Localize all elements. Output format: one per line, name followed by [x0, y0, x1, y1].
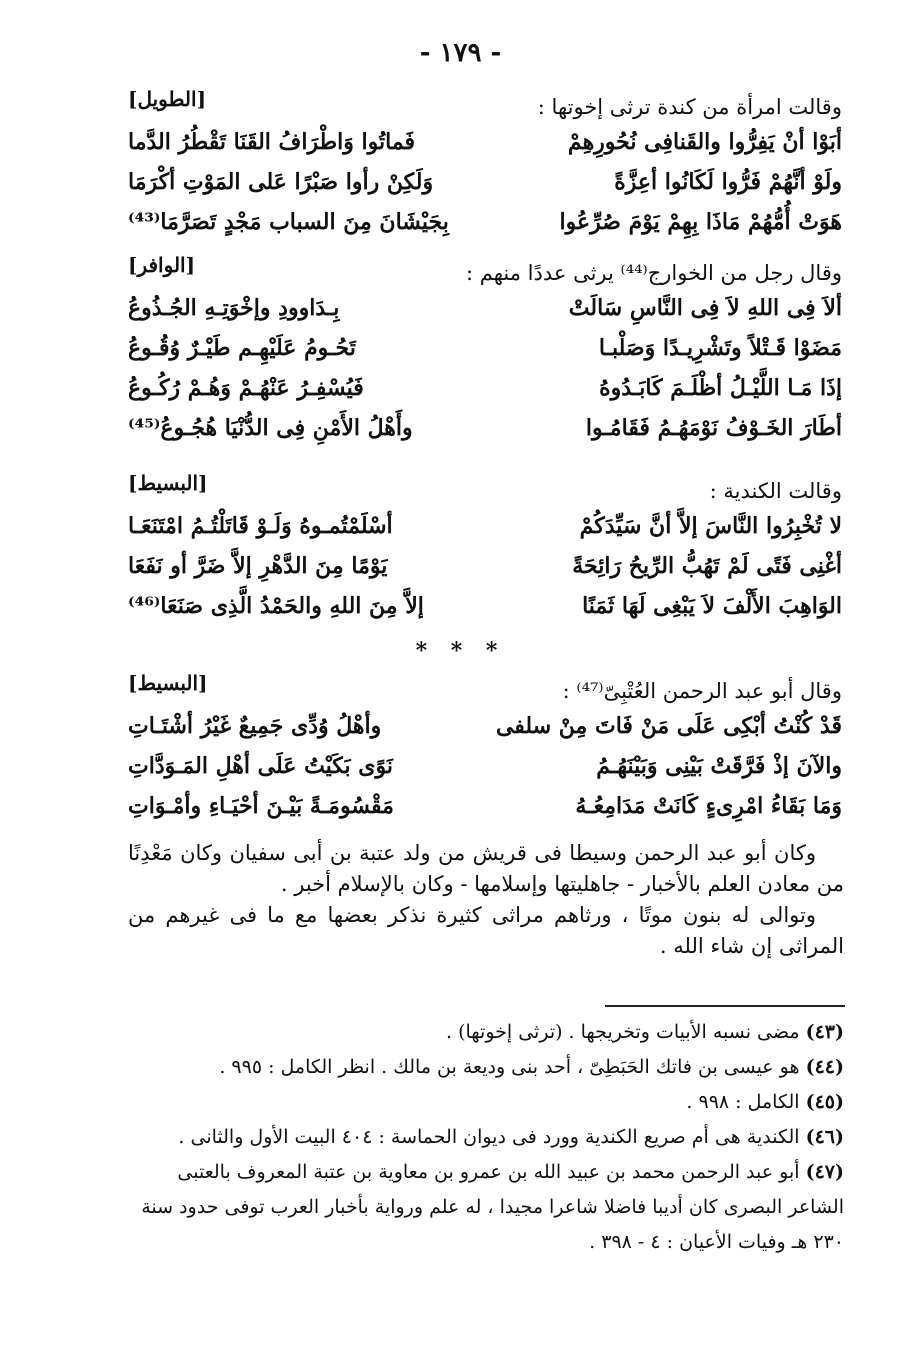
footnote-text: مضى نسبه الأبيات وتخريجها . (ترثى إخوتها) . [446, 1021, 800, 1043]
second-hemistich: بِجَيْشَانَ مِنَ السباب مَجْدٍ تَصَرَّمَا⁽⁴³⁾ [128, 209, 449, 235]
verse-line [128, 368, 842, 408]
second-hemistich: نَوًى بَكَيْتُ عَلَى أهْلِ المَـوَدَّاتِ [128, 753, 393, 779]
second-hemistich: بِـدَاوودِ وإخْوَتِـهِ الجُـذُوعُ [128, 295, 340, 321]
first-hemistich: الوَاهِبَ الأَلْفَ لاَ يَبْغِى لَهَا ثَمَنًا [582, 593, 842, 619]
verse-line [128, 786, 842, 826]
first-hemistich: إذَا مَـا اللَّيْـلُ أظْلَـمَ كَابَـدُوهُ [599, 375, 842, 401]
first-hemistich: ولَوْ أنَّهُمْ فَرُّوا لَكَانُوا أعِزَّةً [614, 169, 842, 195]
verse-line [128, 328, 842, 368]
verse-line [128, 706, 842, 746]
second-hemistich: فَيُسْفِـرُ عَنْهُـمْ وَهُـمْ رُكُـوعُ [128, 375, 364, 401]
section-divider: * * * [415, 638, 506, 664]
poem-intro-text: وقالت الكندية : [709, 479, 842, 503]
second-hemistich: وَلَكِنْ رأوا صَبْرًا عَلى المَوْتِ أكْرَمَا [128, 169, 434, 195]
prose-paragraph: وكان أبو عبد الرحمن وسيطا فى قريش من ولد عتبة بن أبى سفيان وكان مَعْدِنًا من معادن العلم بالأخبار - جاهليتها وإسلامها - وكان بالإسلام أخبر . [128, 841, 844, 896]
second-hemistich: وأهْلُ وُدِّى جَمِيعٌ غَيْرُ أشْتَـاتِ [128, 713, 382, 739]
verse-line [128, 408, 842, 448]
footnote [120, 1015, 844, 1050]
footnote-number: (٤٤) [805, 1056, 844, 1078]
first-hemistich: والآنَ إذْ فَرَّقَتْ بَيْنِى وَبَيْنَهُـمُ [596, 753, 842, 779]
verse-line [128, 586, 842, 626]
first-hemistich: لا تُخْبِرُوا النَّاسَ إلاَّ أنَّ سَيِّدَكُمْ [579, 513, 842, 539]
footnote [120, 1050, 844, 1085]
footnote-text: الكامل : ٩٩٨ . [686, 1091, 800, 1113]
verse-line [128, 506, 842, 546]
verse-line [128, 122, 842, 162]
poem-meter: [البسيط] [128, 671, 208, 695]
footnote [120, 1085, 844, 1120]
second-hemistich: أسْلَمْتُمـوهُ وَلَـوْ قَاتَلْتُـمُ امْتَنَعَـا [128, 513, 393, 539]
second-hemistich: تَحُـومُ عَلَيْهِـم طَيْـرٌ وُقُـوعُ [128, 335, 356, 361]
poem-intro [128, 671, 842, 706]
footnote-text: أبو عبد الرحمن محمد بن عبيد الله بن عمرو بن معاوية بن عتبة المعروف بالعتبى الشاعر البصرى كان أديبا فاضلا شاعرا مجيدا ، له علم ورواية بأخبار العرب توفى حدود سنة ٢٣٠ هـ وفيات الأعيان : ٤ - ٣٩٨ . [141, 1161, 844, 1253]
footnote-number: (٤٦) [805, 1126, 844, 1148]
prose-section [128, 838, 844, 962]
poem-block [128, 253, 842, 448]
verse-line [128, 746, 842, 786]
poem-meter: [الوافر] [128, 253, 196, 277]
second-hemistich: وأَهْلُ الأَمْنِ فِى الدُّنْيَا هُجُـوعُ⁽⁴⁵⁾ [128, 415, 413, 441]
first-hemistich: أغْنِى فَتًى لَمْ تَهُبُّ الرِّيحُ رَائِحَةً [572, 553, 842, 579]
poem-block [128, 671, 842, 826]
footnote [120, 1120, 844, 1155]
verse-line [128, 162, 842, 202]
poem-intro-text: وقال أبو عبد الرحمن العُتْبِىّ⁽⁴⁷⁾ : [562, 679, 842, 703]
verse-line [128, 546, 842, 586]
footnote-number: (٤٧) [805, 1161, 844, 1183]
footnote-number: (٤٣) [805, 1021, 844, 1043]
first-hemistich: وَمَا بَقَاءُ امْرِىءٍ كَانَتْ مَدَامِعُـهُ [575, 793, 842, 819]
footnote [120, 1155, 844, 1260]
poem-meter: [البسيط] [128, 471, 208, 495]
footnote-number: (٤٥) [805, 1091, 844, 1113]
poem-block [128, 87, 842, 242]
second-hemistich: إلاَّ مِنَ اللهِ والحَمْدُ الَّذِى صَنَعَا⁽⁴⁶⁾ [128, 593, 424, 619]
poem-intro-text: وقال رجل من الخوارج⁽⁴⁴⁾ يرثى عددًا منهم : [466, 261, 842, 285]
second-hemistich: مَقْسُومَـةً بَيْـنَ أحْيَـاءِ وأمْـوَاتِ [128, 793, 394, 819]
poem-meter: [الطويل] [128, 87, 207, 111]
second-hemistich: فَماتُوا وَاطْرَافُ القَنَا تَقْطُرُ الدَّما [128, 129, 416, 155]
poem-block [128, 471, 842, 626]
second-hemistich: يَوْمًا مِنَ الدَّهْرِ إلاَّ ضَرَّ أو نَفَعَا [128, 553, 388, 579]
prose-paragraph: وتوالى له بنون موتًا ، ورثاهم مراثى كثيرة نذكر بعضها مع ما فى غيرهم من المراثى إن شاء الله . [128, 903, 844, 958]
poem-intro [128, 87, 842, 122]
footnote-text: هو عيسى بن فاتك الحَبَطِىّ ، أحد بنى وديعة بن مالك . انظر الكامل : ٩٩٥ . [219, 1056, 800, 1078]
footnote-rule [605, 1005, 845, 1007]
poem-intro-text: وقالت امرأة من كندة ترثى إخوتها : [537, 95, 842, 119]
first-hemistich: أطَارَ الخَـوْفُ نَوْمَهُـمُ فَقَامُـوا [585, 415, 842, 441]
first-hemistich: ألاَ فِى اللهِ لاَ فِى النَّاسِ سَالَتْ [568, 295, 842, 321]
first-hemistich: مَضَوْا قَـتْلاً وتَشْرِيـدًا وَصَلْبـا [598, 335, 842, 361]
footnotes [120, 1015, 844, 1260]
first-hemistich: قَدْ كُنْتُ أبْكِى عَلَى مَنْ فَاتَ مِنْ سلفى [495, 713, 842, 739]
verse-line [128, 288, 842, 328]
poem-intro [128, 253, 842, 288]
first-hemistich: هَوَتْ أُمُّهُمْ مَاذَا بِهِمْ يَوْمَ صُرِّعُوا [559, 209, 842, 235]
page-number: - ١٧٩ - [419, 38, 502, 68]
first-hemistich: أبَوْا أنْ يَفِرُّوا والقَنافِى نُحُورِهِمْ [567, 129, 842, 155]
verse-line [128, 202, 842, 242]
footnote-text: الكندية هى أم صريع الكندية وورد فى ديوان الحماسة : ٤٠٤ البيت الأول والثانى . [178, 1126, 800, 1148]
poem-intro [128, 471, 842, 506]
